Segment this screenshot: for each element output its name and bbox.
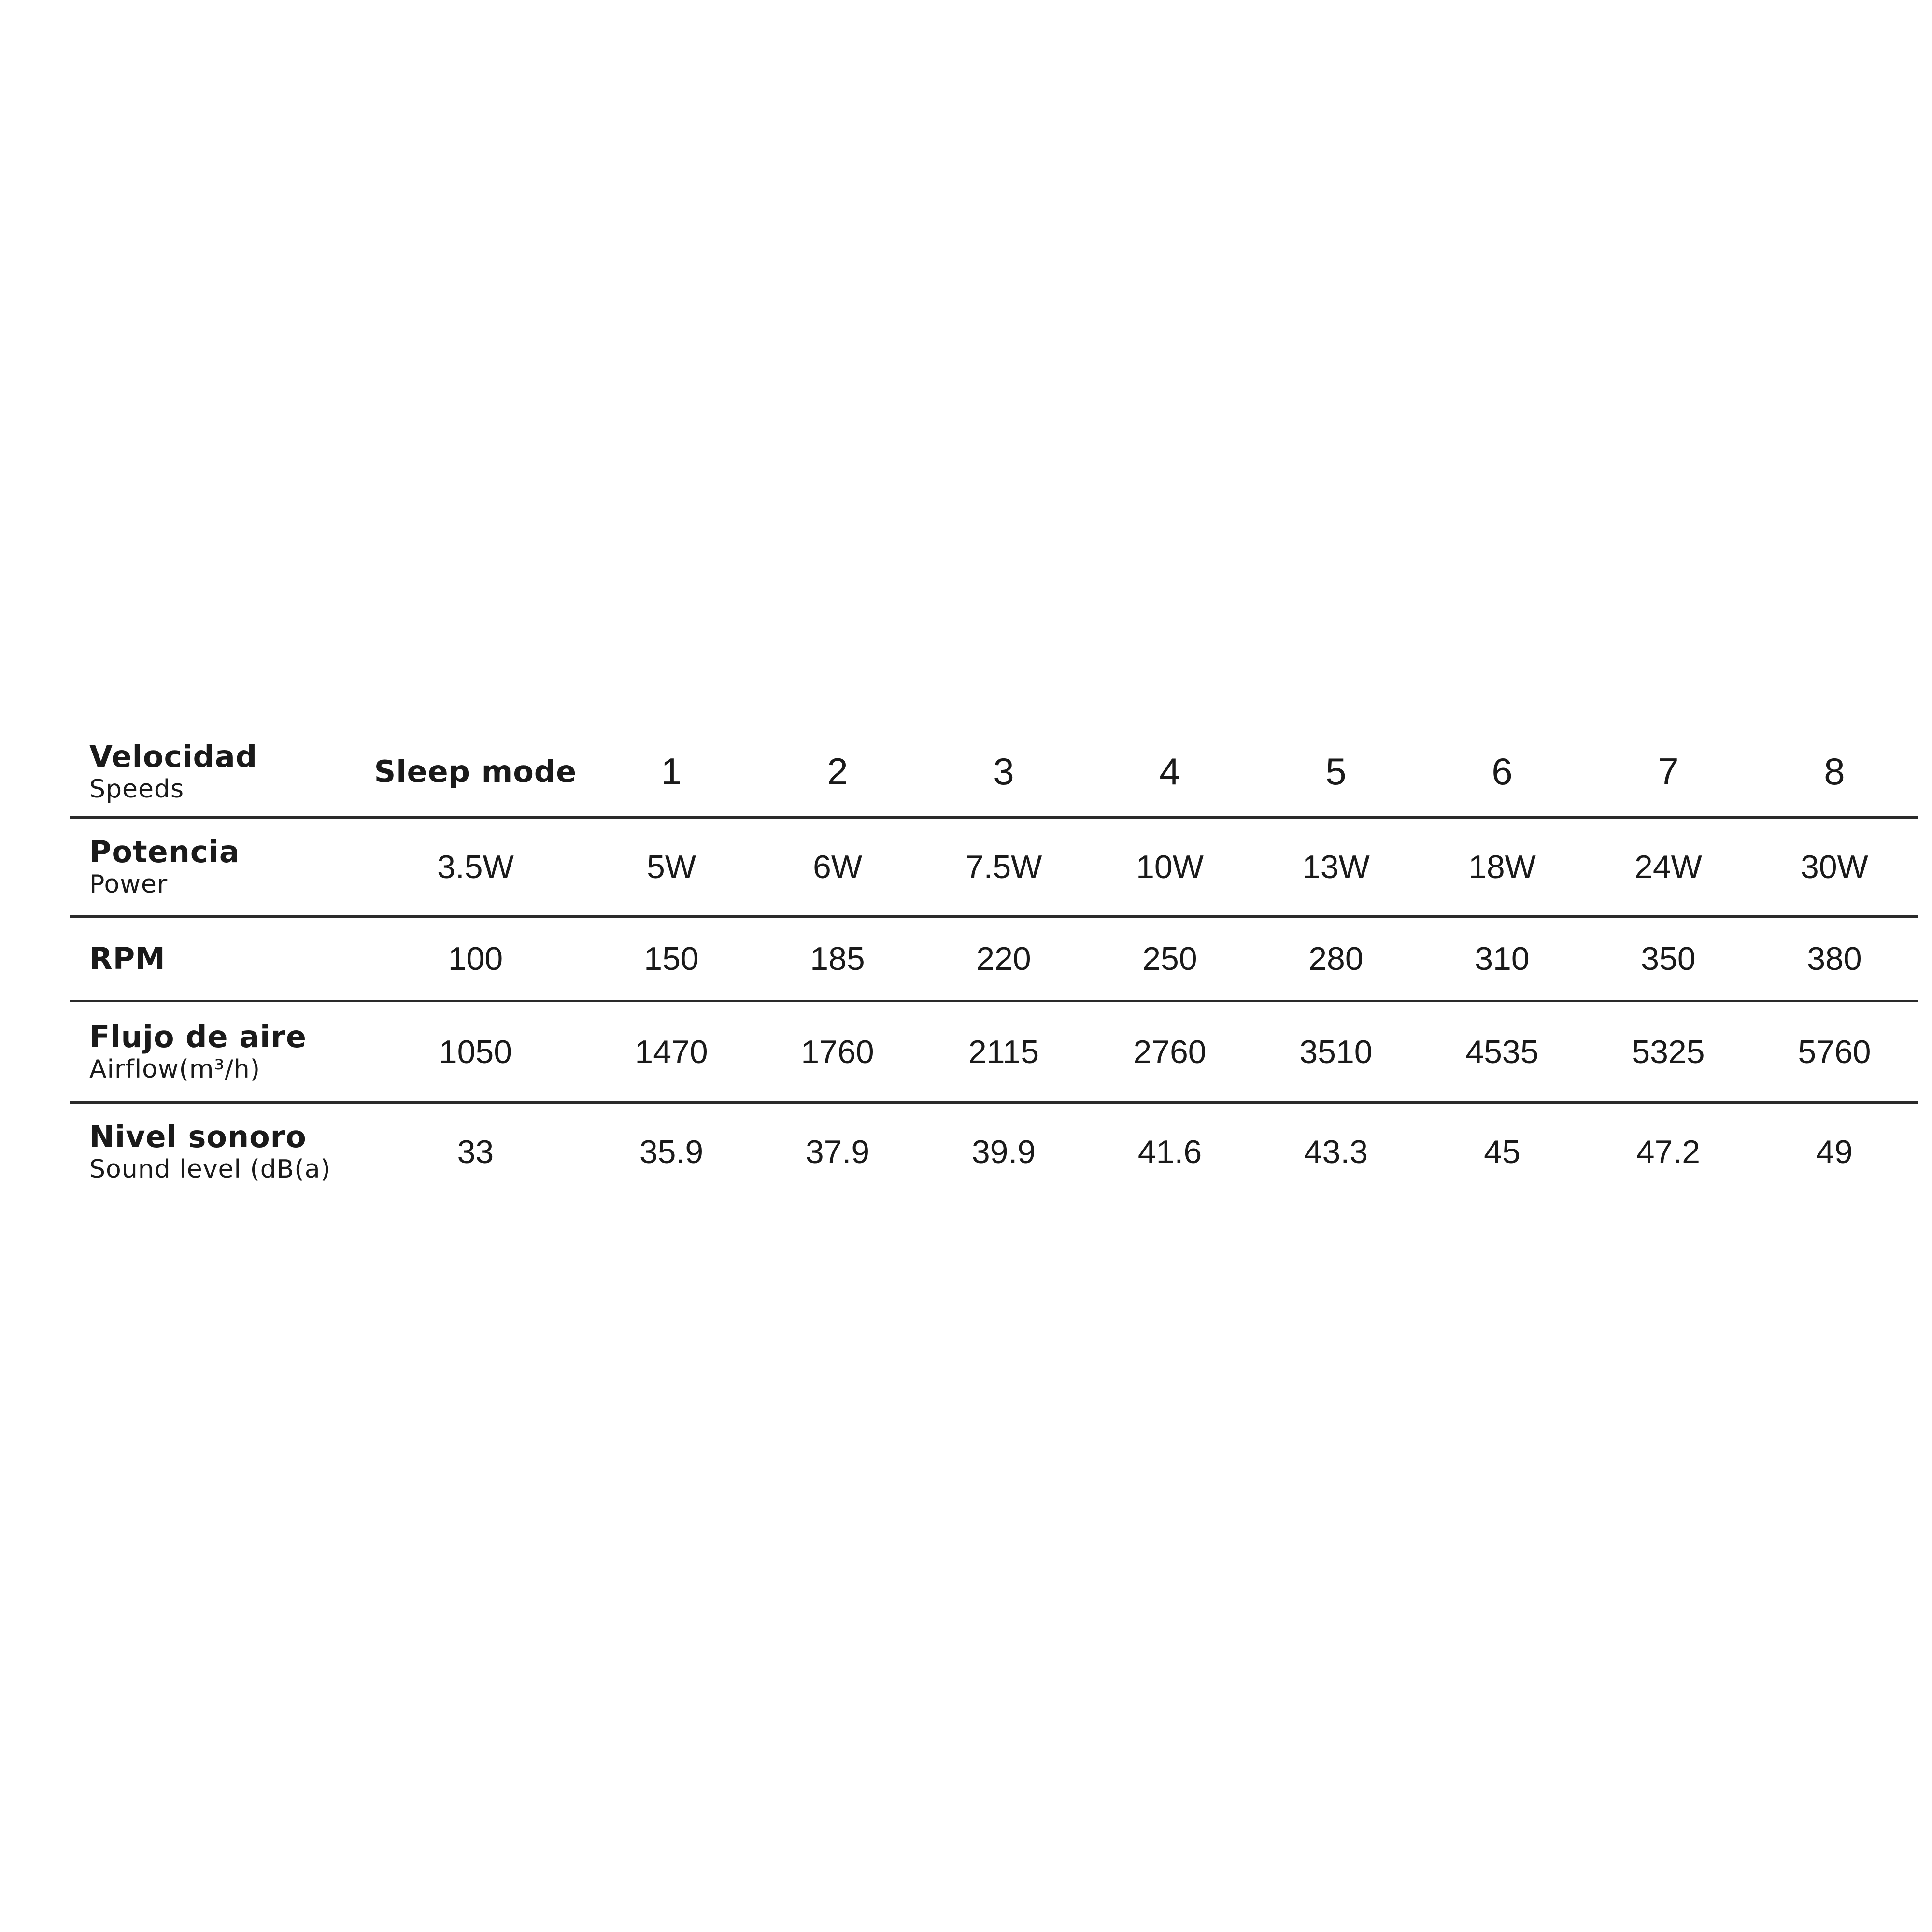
cell-sleep-value: 1050 <box>363 1001 588 1103</box>
cell-value: 220 <box>921 917 1087 1001</box>
row-label-main: Potencia <box>89 834 240 869</box>
cell-value: 250 <box>1087 917 1253 1001</box>
cell-sleep-value: 100 <box>363 917 588 1001</box>
cell-value: 4535 <box>1419 1001 1585 1103</box>
row-label-cell <box>70 818 363 917</box>
row-label-sub: Sound level (dB(a) <box>89 1155 331 1184</box>
cell-value: 380 <box>1751 917 1918 1001</box>
cell-sleep-value: 3.5W <box>363 818 588 917</box>
cell-value: 49 <box>1816 1134 1853 1170</box>
header-speed: 8 <box>1751 727 1918 818</box>
header-label-sub: Speeds <box>89 774 185 804</box>
cell-value: 30W <box>1751 818 1918 917</box>
header-speed: 6 <box>1419 727 1585 818</box>
cell-value: 5W <box>588 818 754 917</box>
cell-value: 1760 <box>754 1001 921 1103</box>
header-label-main: Velocidad <box>89 739 258 774</box>
table-row-sound-level <box>70 1103 1918 1201</box>
cell-value: 24W <box>1585 818 1751 917</box>
cell-value: 3510 <box>1253 1001 1419 1103</box>
header-sleep-mode: Sleep mode <box>363 727 588 818</box>
cell-value: 185 <box>754 917 921 1001</box>
cell-value: 43.3 <box>1304 1134 1368 1170</box>
cell-value: 13W <box>1253 818 1419 917</box>
table-row-power <box>70 818 1918 917</box>
row-label-cell <box>70 1001 363 1103</box>
cell-value: 5760 <box>1751 1001 1918 1103</box>
table-header-row <box>70 727 1918 818</box>
cell-value: 2115 <box>921 1001 1087 1103</box>
spec-table <box>70 727 1918 1200</box>
row-label-cell <box>70 1103 363 1201</box>
header-speed: 7 <box>1585 727 1751 818</box>
cell-value: 45 <box>1484 1134 1520 1170</box>
cell-value: 150 <box>588 917 754 1001</box>
cell-value: 350 <box>1585 917 1751 1001</box>
cell-value: 10W <box>1087 818 1253 917</box>
cell-value: 310 <box>1419 917 1585 1001</box>
header-speed: 5 <box>1253 727 1419 818</box>
header-speed: 4 <box>1087 727 1253 818</box>
cell-sleep-value: 33 <box>457 1134 494 1170</box>
cell-value: 2760 <box>1087 1001 1253 1103</box>
header-speed: 1 <box>588 727 754 818</box>
cell-value: 18W <box>1419 818 1585 917</box>
table-row-airflow <box>70 1001 1918 1103</box>
cell-value: 47.2 <box>1636 1134 1701 1170</box>
header-speed: 2 <box>754 727 921 818</box>
cell-value: 6W <box>754 818 921 917</box>
header-speed: 3 <box>921 727 1087 818</box>
row-label-sub: Power <box>89 870 168 899</box>
cell-value: 41.6 <box>1137 1134 1202 1170</box>
cell-value: 1470 <box>588 1001 754 1103</box>
cell-value: 5325 <box>1585 1001 1751 1103</box>
row-label-main: RPM <box>89 941 166 976</box>
row-label-main: Flujo de aire <box>89 1019 307 1054</box>
cell-value: 7.5W <box>921 818 1087 917</box>
cell-value: 39.9 <box>971 1134 1036 1170</box>
row-label-sub: Airflow(m³/h) <box>89 1054 261 1084</box>
row-label-main: Nivel sonoro <box>89 1119 307 1154</box>
cell-value: 35.9 <box>639 1134 704 1170</box>
cell-value: 280 <box>1253 917 1419 1001</box>
row-label-cell <box>70 917 363 1001</box>
cell-value: 37.9 <box>805 1134 870 1170</box>
header-label-cell <box>70 727 363 818</box>
table-row-rpm <box>70 917 1918 1001</box>
